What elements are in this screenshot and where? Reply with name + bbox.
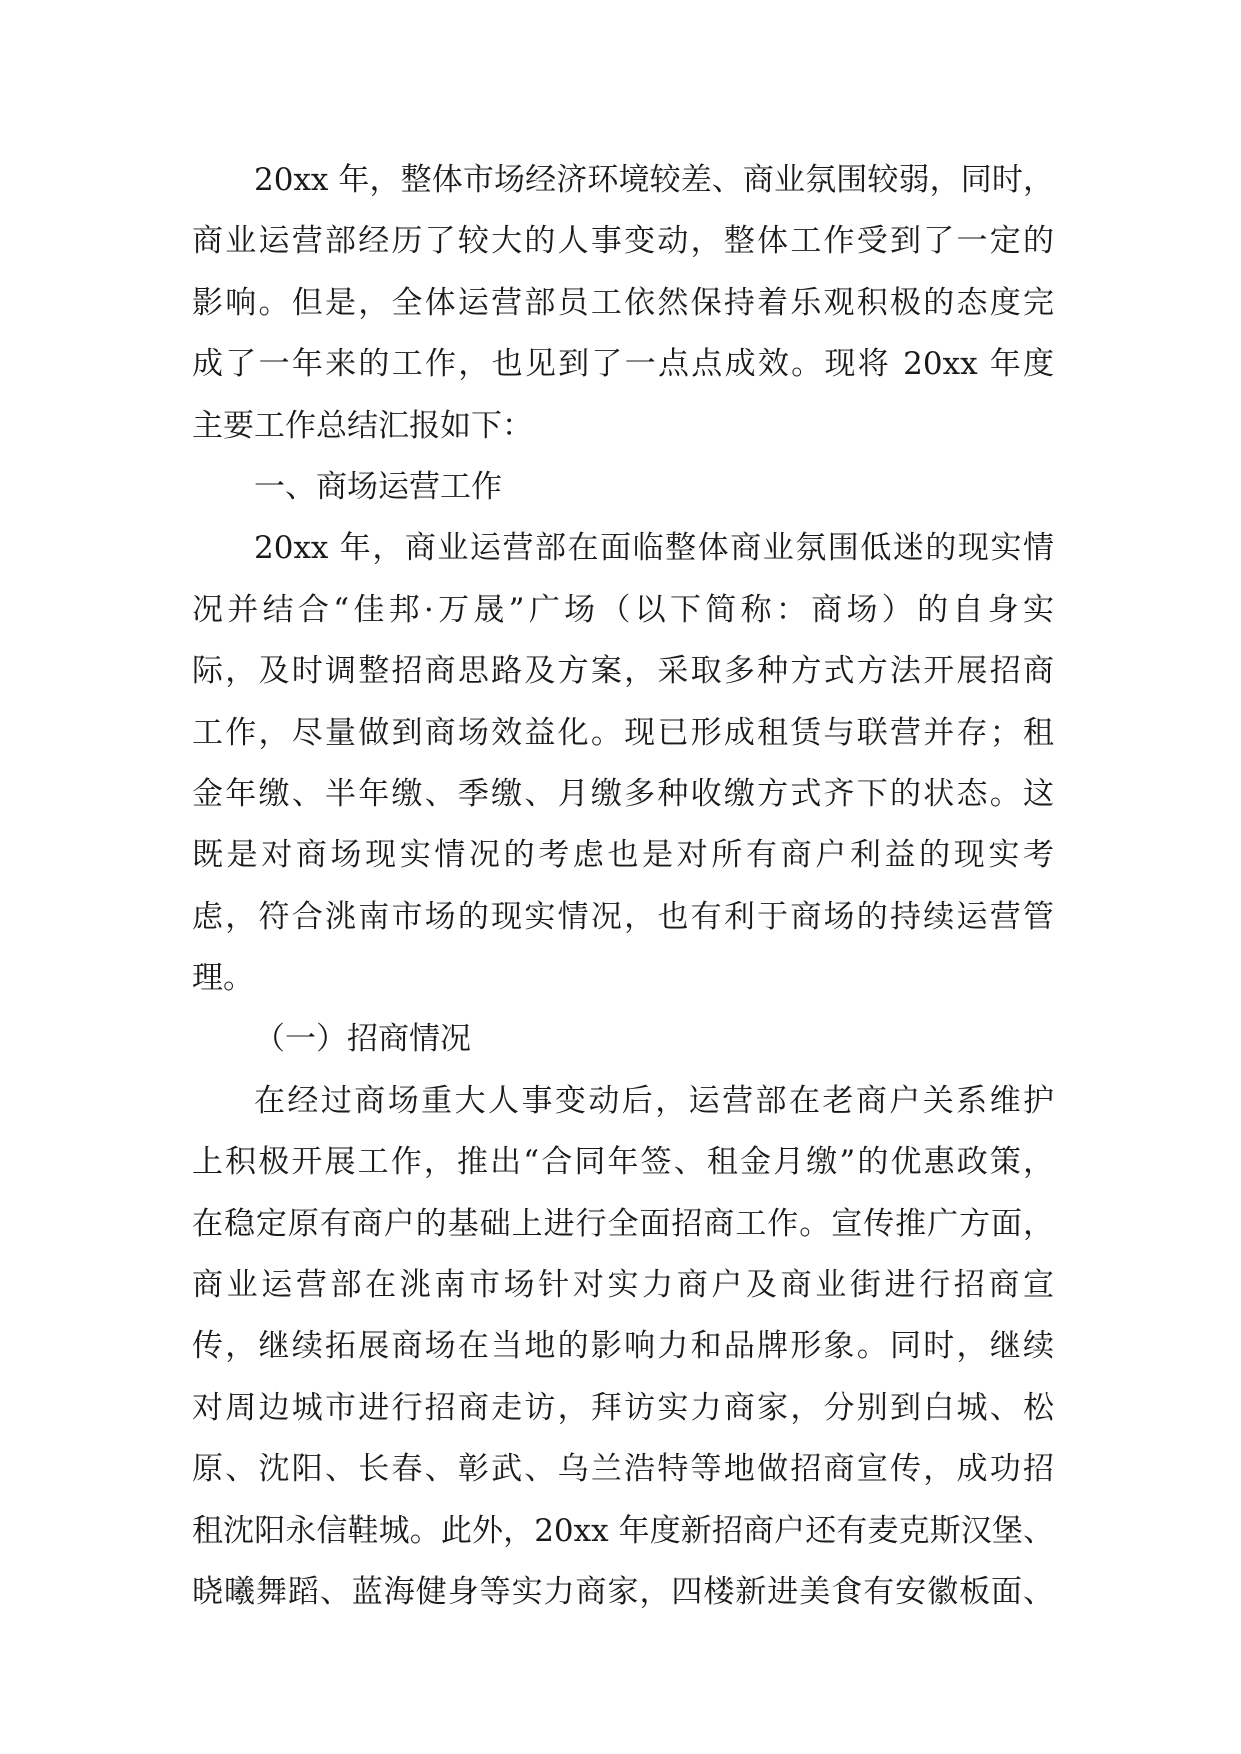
text-line: 租沈阳永信鞋城。此外，20xx 年度新招商户还有麦克斯汉堡、	[192, 1512, 1054, 1549]
heading-text: 一、商场运营工作	[254, 468, 502, 505]
text-line: 在经过商场重大人事变动后，运营部在老商户关系维护	[254, 1082, 1054, 1119]
heading-text: （一）招商情况	[254, 1021, 471, 1058]
text-line: 际，及时调整招商思路及方案，采取多种方式方法开展招商	[192, 653, 1054, 690]
text-line: 商业运营部在洮南市场针对实力商户及商业街进行招商宣	[192, 1267, 1054, 1304]
document-body	[192, 150, 1054, 1623]
text-line: 晓曦舞蹈、蓝海健身等实力商家，四楼新进美食有安徽板面、	[192, 1573, 1054, 1610]
paragraph-intro	[192, 150, 1054, 457]
subsection-heading-investment	[192, 1009, 1054, 1070]
text-line: 成了一年来的工作，也见到了一点点成效。现将 20xx 年度	[192, 346, 1054, 383]
text-line: 在稳定原有商户的基础上进行全面招商工作。宣传推广方面，	[192, 1205, 1054, 1242]
text-line: 对周边城市进行招商走访，拜访实力商家，分别到白城、松	[192, 1389, 1054, 1426]
text-line: 商业运营部经历了较大的人事变动，整体工作受到了一定的	[192, 223, 1054, 260]
text-line: 传，继续拓展商场在当地的影响力和品牌形象。同时，继续	[192, 1328, 1054, 1365]
text-line: 影响。但是，全体运营部员工依然保持着乐观积极的态度完	[192, 284, 1054, 321]
text-line: 既是对商场现实情况的考虑也是对所有商户利益的现实考	[192, 837, 1054, 874]
text-line: 20xx 年，商业运营部在面临整体商业氛围低迷的现实情	[254, 530, 1054, 567]
section-heading-mall-operations	[192, 457, 1054, 518]
text-line: 上积极开展工作，推出“合同年签、租金月缴”的优惠政策，	[192, 1144, 1054, 1181]
paragraph-investment	[192, 1071, 1054, 1624]
text-line: 原、沈阳、长春、彰武、乌兰浩特等地做招商宣传，成功招	[192, 1451, 1054, 1488]
text-line: 主要工作总结汇报如下：	[192, 407, 533, 444]
text-line: 工作，尽量做到商场效益化。现已形成租赁与联营并存；租	[192, 714, 1054, 751]
text-line: 金年缴、半年缴、季缴、月缴多种收缴方式齐下的状态。这	[192, 775, 1054, 812]
text-line: 20xx 年，整体市场经济环境较差、商业氛围较弱，同时，	[254, 162, 1054, 198]
text-line: 况并结合“佳邦·万晟”广场（以下简称：商场）的自身实	[192, 591, 1054, 628]
text-line: 虑，符合洮南市场的现实情况，也有利于商场的持续运营管	[192, 898, 1054, 935]
text-line: 理。	[192, 960, 254, 997]
paragraph-mall-operations	[192, 518, 1054, 1009]
